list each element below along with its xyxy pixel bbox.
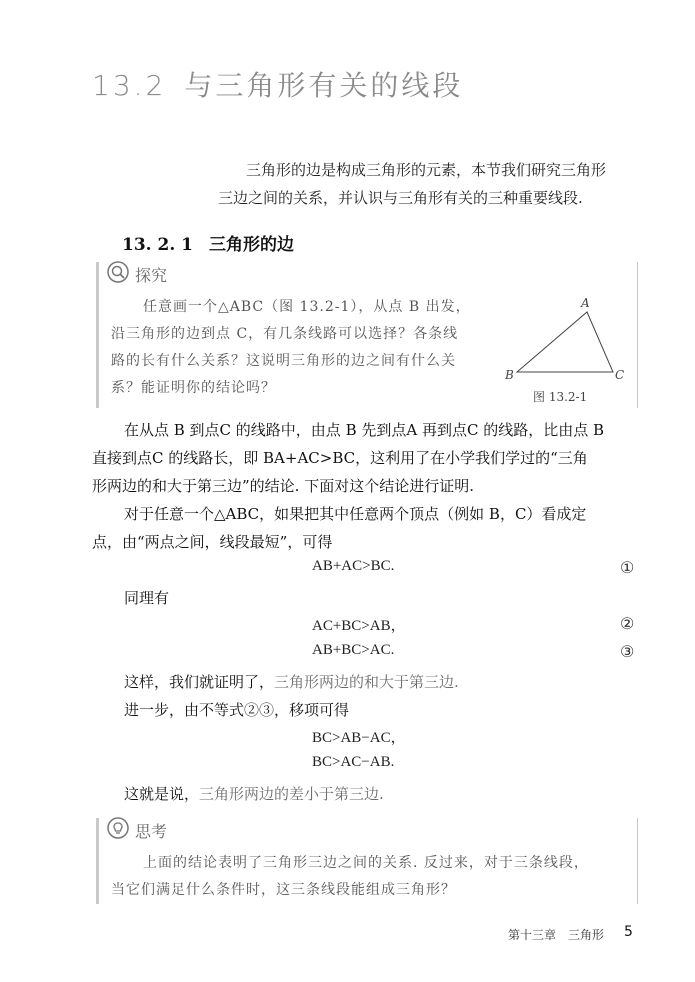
formula-3: AB+BC>AC. [312,642,395,658]
say-line [124,780,384,808]
explore-line-4: 系？能证明你的结论吗？ [111,380,276,396]
explore-header [107,262,167,286]
think-box [96,818,638,904]
think-label: 思考 [135,821,168,841]
marker-3: ③ [620,642,635,661]
explore-icon [107,261,129,287]
para2-line-2: 点，由“两点之间，线段最短”，可得 [92,533,333,551]
think-line-1: 上面的结论表明了三角形三边之间的关系. 反过来，对于三条线段， [143,855,589,871]
para1-line-1: 在从点 B 到点C 的线路中，由点 B 先到点A 再到点C 的线路，比由点 B [124,421,605,439]
vertex-b-label: B [505,368,514,382]
para1-line-2: 直接到点C 的线路长，即 BA+AC>BC，这利用了在小学我们学过的“三角 [92,449,588,467]
explore-line-2: 沿三角形的边到点 C，有几条线路可以选择？各条线 [111,326,459,342]
footer-chapter: 第十三章 三角形 [508,928,605,942]
intro-line-2: 三边之间的关系，并认识与三角形有关的三种重要线段. [218,189,583,207]
subsection-name: 三角形的边 [209,235,294,255]
lightbulb-icon [107,817,129,843]
vertex-a-label: A [581,296,590,310]
vertex-c-label: C [615,368,625,382]
section-number: 13.2 [92,69,167,102]
explore-box [96,262,638,408]
explore-line-3: 路的长有什么关系？这说明三角形的边之间有什么关 [111,353,456,369]
explore-label: 探究 [135,265,168,285]
same-reason: 同理有 [124,589,170,607]
think-header [107,818,167,842]
formula-5: BC>AC−AB. [312,754,395,770]
section-name: 与三角形有关的线段 [184,69,464,102]
formula-1: AB+AC>BC. [312,558,395,574]
page-number: 5 [624,924,633,940]
triangle-diagram [503,300,633,380]
think-line-2: 当它们满足什么条件时，这三条线段能组成三角形？ [111,882,456,898]
further-line: 进一步，由不等式②③，移项可得 [124,701,350,719]
intro-line-1: 三角形的边是构成三角形的元素，本节我们研究三角形 [246,161,607,179]
thus-highlight: 三角形两边的和大于第三边. [274,673,459,691]
formula-4: BC>AB−AC， [312,730,406,746]
thus-prefix: 这样，我们就证明了， [124,673,275,691]
subsection-number: 13. 2. 1 [122,235,193,255]
para2-line-1: 对于任意一个△ABC，如果把其中任意两个顶点（例如 B，C）看成定 [124,505,587,523]
formula-2: AC+BC>AB， [312,618,406,634]
explore-line-1: 任意画一个△ABC（图 13.2-1），从点 B 出发， [143,299,471,315]
section-title [92,64,463,104]
marker-1: ① [620,558,635,577]
thus-line [124,668,459,696]
marker-2: ② [620,614,635,633]
para1-line-3: 形两边的和大于第三边”的结论. 下面对这个结论进行证明. [92,477,474,495]
say-highlight: 三角形两边的差小于第三边. [199,785,384,803]
subsection-title [122,230,294,255]
triangle-figure [503,296,633,404]
figure-caption: 图 13.2-1 [533,390,588,404]
say-prefix: 这就是说， [124,785,200,803]
